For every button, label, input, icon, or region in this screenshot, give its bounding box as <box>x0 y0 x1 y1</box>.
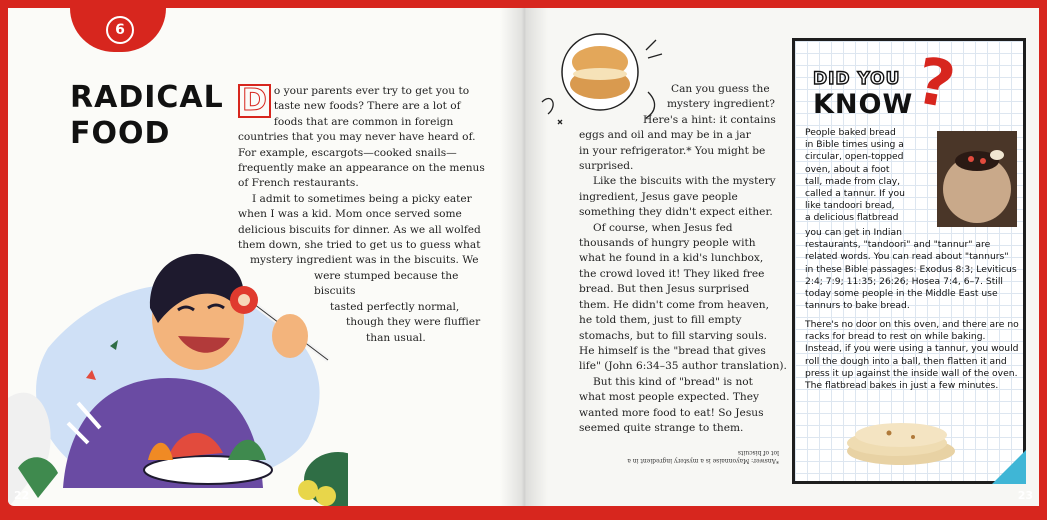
did-you-know-box <box>792 38 1026 484</box>
doodle-curve <box>542 99 553 114</box>
text-line: them. He didn't come from heaven, <box>579 298 769 311</box>
sidebar-paragraph-1 <box>805 127 933 225</box>
text-line: wanted more food to eat! So Jesus <box>579 406 764 419</box>
sidebar-paragraph-2: There's no door on this oven, and there are no racks for bread to rest on while baking. Instead, if you were using a tannur, you would roll the dough into a ball, then flatten it and press it up against the inside wall of the oven. The flatbread bakes in just a few minutes. <box>805 319 1019 392</box>
sparkle-lines <box>646 40 662 58</box>
text-line: life" (John 6:34–35 author translation). <box>579 360 787 373</box>
paragraph-2 <box>579 174 809 220</box>
text-line: oven, about a foot <box>805 163 890 175</box>
chapter-number: 6 <box>106 16 134 44</box>
text-line: what most people expected. They <box>579 391 759 404</box>
flatbread <box>855 423 947 447</box>
text-line: Of course, when Jesus fed <box>593 221 733 234</box>
text-line: what he found in a kid's lunchbox, <box>579 252 764 265</box>
text-line: in your refrigerator.* You might be <box>579 144 766 157</box>
hand <box>272 314 308 358</box>
text-line: He himself is the "bread that gives <box>579 344 766 357</box>
upside-down-answer: *Answer: Mayonnaise is a mystery ingredient in a lot of biscuits <box>627 449 779 464</box>
paragraph-3 <box>579 221 809 375</box>
lemon <box>298 480 318 500</box>
sidebar-heading-2: KNOW <box>813 89 914 120</box>
text-line: mystery ingredient? <box>667 98 775 111</box>
text-line: though they were fluffier <box>346 316 481 329</box>
text-line: surprised. <box>579 160 634 173</box>
text-line: them down, she tried to get us to guess what <box>238 239 481 252</box>
text-line: seemed quite strange to them. <box>579 421 744 434</box>
text-line: ingredient, Jesus gave people <box>579 190 738 203</box>
text-line: stomachs, but to fill starving souls. <box>579 329 768 342</box>
text-line: when I was a kid. Mom once served some <box>238 208 462 221</box>
text-line: mystery ingredient was in the biscuits. We <box>250 254 479 267</box>
sidebar-paragraph-1-cont <box>805 227 1017 312</box>
doodle-star <box>558 120 562 124</box>
biscuit-middle <box>573 68 627 80</box>
coal <box>968 156 974 162</box>
text-line: People baked bread <box>805 127 896 138</box>
text-line: a delicious flatbread <box>805 212 899 224</box>
page-number-left: 22 <box>14 489 30 502</box>
paragraph-4 <box>579 375 809 437</box>
text-line: countries that you may never have heard of. <box>238 131 476 144</box>
paragraph-1 <box>238 84 496 192</box>
text-line: thousands of hungry people with <box>579 237 756 250</box>
question-mark-icon: ? <box>910 44 961 124</box>
text-line: something they didn't expect either. <box>579 206 773 219</box>
left-page <box>8 8 524 506</box>
drop-cap: D <box>238 84 271 118</box>
chapter-tab <box>70 8 166 52</box>
bread <box>990 150 1004 160</box>
text-line: For example, escargots—cooked snails— <box>238 146 457 159</box>
text-line: frequently make an appearance on the menus <box>238 162 485 175</box>
text-line: I admit to sometimes being a picky eater <box>252 192 472 205</box>
flatbread-illustration <box>841 411 961 471</box>
text-line: Can you guess the <box>671 83 770 95</box>
text-block: restaurants, "tandoori" and "tannur" are related words. You can read about "tannurs" in these Bible passages: Exodus 8:3; Leviticus 2:4; 7:9; 11:35; 26:26; Hosea 7:4, 6–7. Still today some people in the Middle East use tannurs to bake bread. <box>805 239 1017 312</box>
text-line: But this kind of "bread" is not <box>593 375 753 388</box>
text-line: he told them, just to fill empty <box>579 314 742 327</box>
text-line: in Bible times using a <box>805 139 904 151</box>
text-line: the crowd loved it! They liked free <box>579 267 765 280</box>
page-number-right: 23 <box>1017 489 1033 502</box>
bread-spot <box>887 431 892 436</box>
boy-eating-illustration <box>8 228 348 506</box>
text-line: you can get in Indian <box>805 227 902 238</box>
right-page <box>524 8 1039 506</box>
salad-bowl <box>144 456 272 484</box>
tomato-core <box>238 294 250 306</box>
text-line: like tandoori bread, <box>805 200 895 212</box>
text-line: Here's a hint: it contains <box>643 113 776 126</box>
corner-tab <box>992 450 1026 484</box>
tannur-oven-photo <box>937 131 1017 227</box>
text-line: eggs and oil and may be in a jar <box>579 129 751 142</box>
text-line: of French restaurants. <box>238 177 359 190</box>
text-line: called a tannur. If you <box>805 188 905 200</box>
paragraph-1 <box>579 82 809 174</box>
text-line: bread. But then Jesus surprised <box>579 283 750 296</box>
text-line: delicious biscuits for dinner. As we all wolfed <box>238 223 481 236</box>
coal <box>980 158 986 164</box>
text-line: were stumped because the biscuits <box>314 269 459 298</box>
text-line: foods that are common in foreign <box>273 115 454 128</box>
right-body-text <box>579 82 809 436</box>
lemon <box>316 486 336 506</box>
text-line: taste new foods? There are a lot of <box>273 100 461 113</box>
title-line-2: FOOD <box>70 116 171 151</box>
page-title <box>70 80 224 152</box>
text-line: Like the biscuits with the mystery <box>593 175 776 188</box>
text-line: tasted perfectly normal, <box>330 300 460 313</box>
sidebar-heading-1: DID YOU <box>813 69 901 89</box>
text-line: tall, made from clay, <box>805 175 901 187</box>
text-line: circular, open-topped <box>805 151 904 163</box>
bread-spot <box>911 435 915 439</box>
title-line-1: RADICAL <box>70 80 224 115</box>
text-line: o your parents ever try to get you to <box>273 85 470 97</box>
text-line: than usual. <box>366 331 426 344</box>
